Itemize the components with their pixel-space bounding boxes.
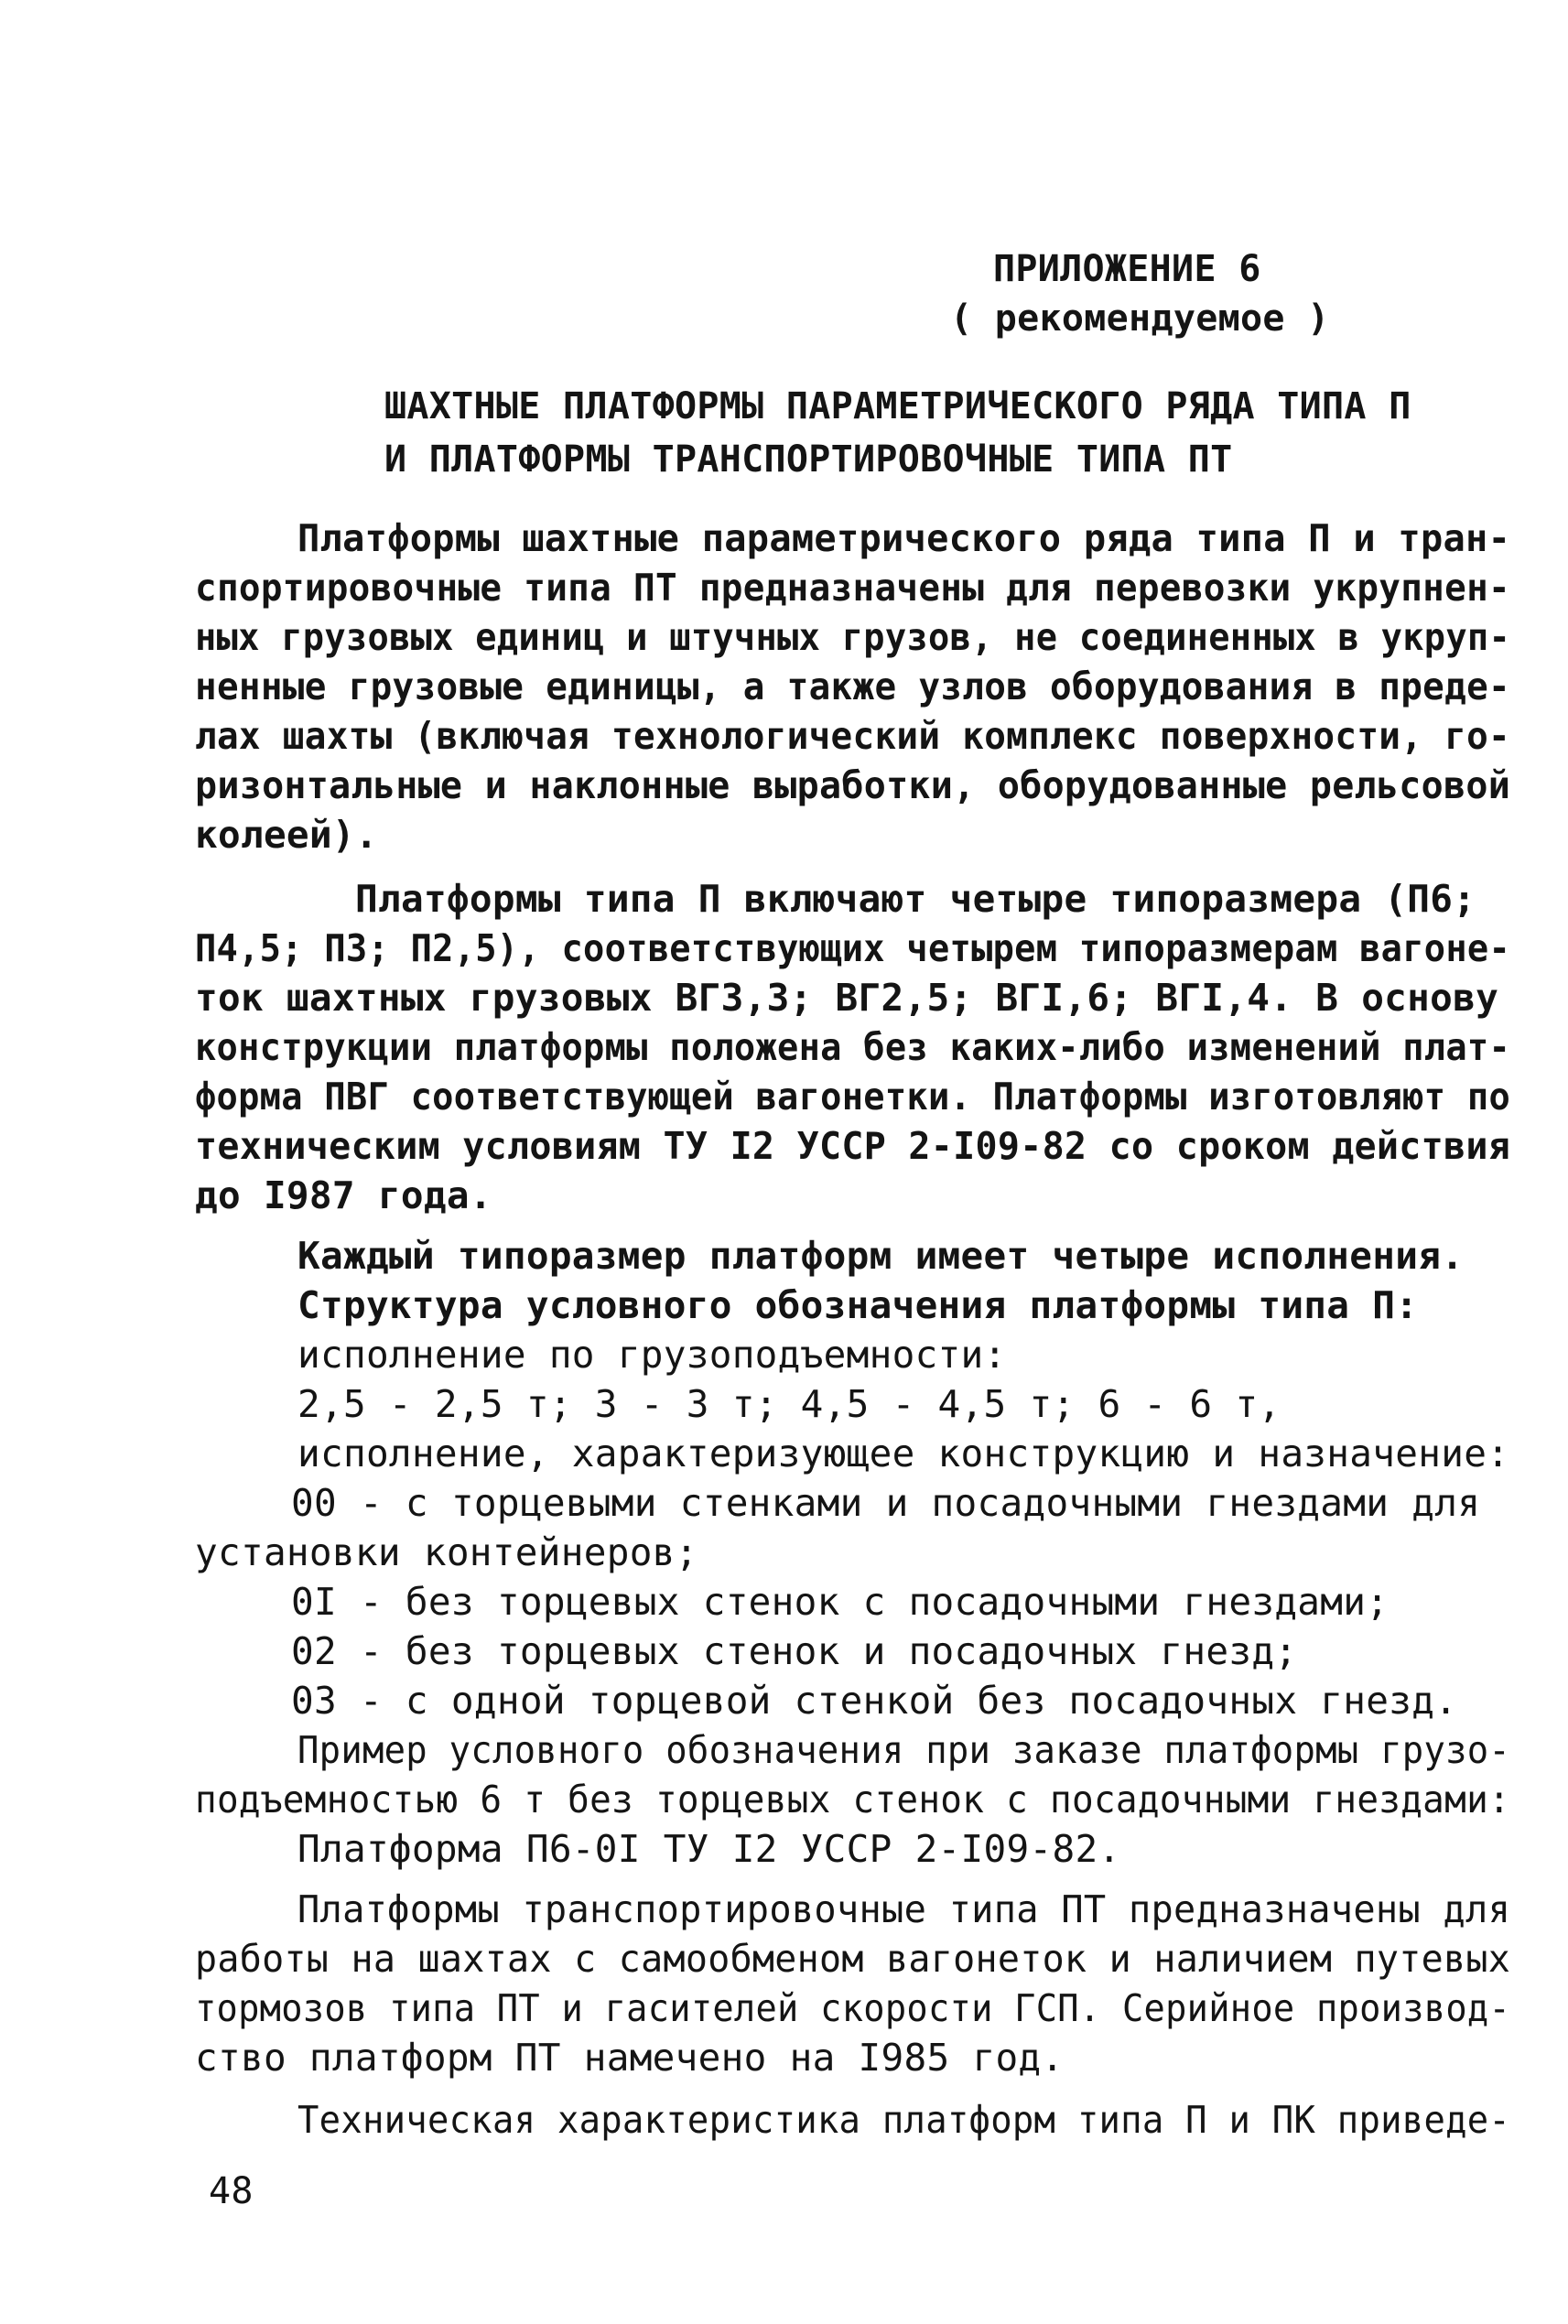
p3-line-13: Платформа П6-0I ТУ I2 УССР 2-I09-82. xyxy=(297,1827,1121,1871)
title-line-2: И ПЛАТФОРМЫ ТРАНСПОРТИРОВОЧНЫЕ ТИПА ПТ xyxy=(384,438,1233,481)
p2-line-4: конструкции платформы положена без каких-либо изменений плат- xyxy=(195,1025,1511,1069)
p1-line-1: Платформы шахтные параметрического ряда типа П и тран- xyxy=(297,516,1511,560)
p2-line-1: Платформы типа П включают четыре типоразмера (П6; xyxy=(355,877,1476,921)
p1-line-4: ненные грузовые единицы, а также узлов оборудования в преде- xyxy=(195,665,1510,708)
p3-line-7: установки контейнеров; xyxy=(195,1530,698,1574)
p3-line-4: 2,5 - 2,5 т; 3 - 3 т; 4,5 - 4,5 т; 6 - 6 т, xyxy=(297,1382,1281,1426)
p2-line-5: форма ПВГ соответствующей вагонетки. Платформы изготовляют по xyxy=(195,1075,1511,1119)
p2-line-7: до I987 года. xyxy=(195,1173,492,1217)
p4-line-4: ство платформ ПТ намечено на I985 год. xyxy=(195,2036,1065,2080)
p3-line-8: 0I - без торцевых стенок с посадочными гнездами; xyxy=(291,1580,1390,1624)
p1-line-5: лах шахты (включая технологический комплекс поверхности, го- xyxy=(195,714,1510,758)
p5-line-1: Техническая характеристика платформ типа П и ПК приведе- xyxy=(297,2098,1511,2142)
p4-line-1: Платформы транспортировочные типа ПТ предназначены для xyxy=(297,1887,1511,1931)
p3-line-9: 02 - без торцевых стенок и посадочных гнезд; xyxy=(291,1629,1298,1673)
title-line-1: ШАХТНЫЕ ПЛАТФОРМЫ ПАРАМЕТРИЧЕСКОГО РЯДА ТИПА П xyxy=(384,385,1411,427)
p1-line-6: ризонтальные и наклонные выработки, оборудованные рельсовой xyxy=(195,763,1511,807)
p4-line-3: тормозов типа ПТ и гасителей скорости ГСП. Серийное производ- xyxy=(195,1986,1511,2030)
p3-line-1: Каждый типоразмер платформ имеет четыре исполнения. xyxy=(297,1234,1465,1278)
page-number: 48 xyxy=(209,2170,254,2212)
p3-line-3: исполнение по грузоподъемности: xyxy=(297,1333,1007,1377)
appendix-label: ПРИЛОЖЕНИЕ 6 xyxy=(993,248,1261,290)
p3-line-5: исполнение, характеризующее конструкцию и назначение: xyxy=(297,1432,1510,1475)
p3-line-11: Пример условного обозначения при заказе платформы грузо- xyxy=(297,1728,1511,1772)
p3-line-12: подъемностью 6 т без торцевых стенок с посадочными гнездами: xyxy=(195,1778,1510,1821)
p1-line-7: колеей). xyxy=(195,813,378,857)
p2-line-3: ток шахтных грузовых ВГ3,3; ВГ2,5; ВГI,6; ВГI,4. В основу xyxy=(195,976,1499,1020)
p2-line-6: техническим условиям ТУ I2 УССР 2-I09-82 со сроком действия xyxy=(195,1124,1511,1168)
p3-line-6: 00 - с торцевыми стенками и посадочными гнездами для xyxy=(291,1481,1481,1525)
p4-line-2: работы на шахтах с самообменом вагонеток и наличием путевых xyxy=(195,1937,1511,1981)
p3-line-2: Структура условного обозначения платформы типа П: xyxy=(297,1283,1419,1327)
p1-line-3: ных грузовых единиц и штучных грузов, не соединенных в укруп- xyxy=(195,615,1511,659)
p2-line-2: П4,5; П3; П2,5), соответствующих четырем типоразмерам вагоне- xyxy=(195,926,1511,970)
p3-line-10: 03 - с одной торцевой стенкой без посадочных гнезд. xyxy=(291,1679,1458,1723)
p1-line-2: спортировочные типа ПТ предназначены для перевозки укрупнен- xyxy=(195,566,1510,610)
appendix-status: ( рекомендуемое ) xyxy=(950,297,1330,340)
